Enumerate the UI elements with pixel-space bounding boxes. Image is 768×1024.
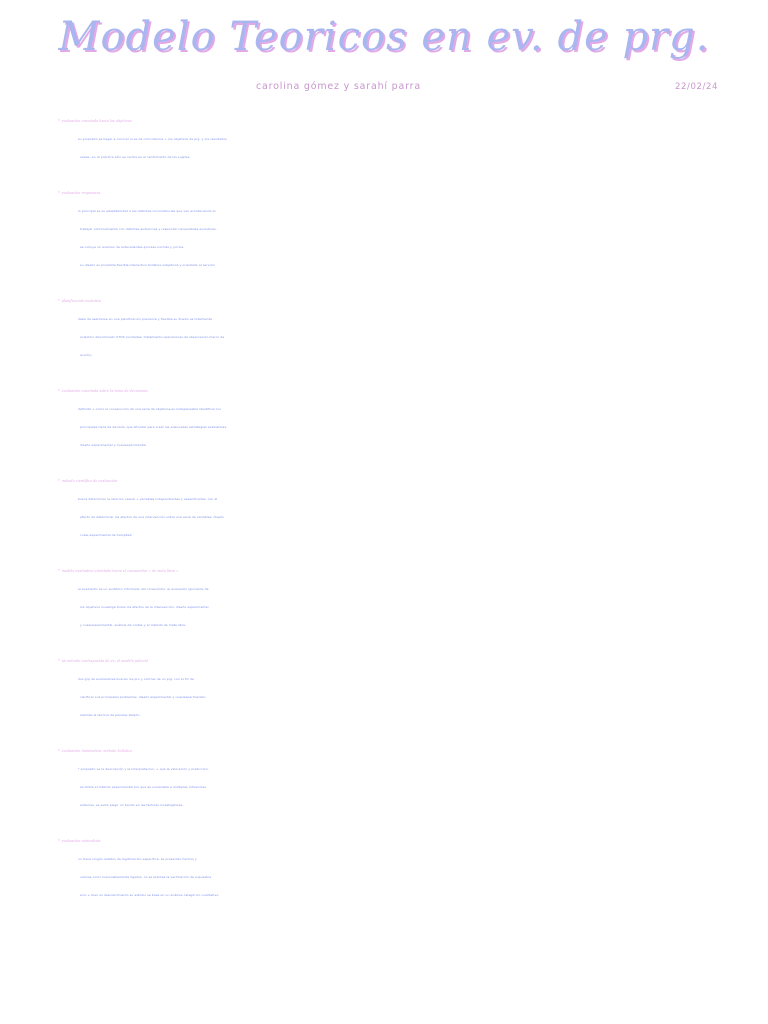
bullet-icon: *	[58, 119, 60, 123]
body-text-line: su propósito es llegar a conocer si se da coincidencia ÷ los objetivos de prg. y los resultados	[78, 137, 227, 141]
body-text-line: clarificar sus principales problemas. diseño experimental y cuasiexperimental,	[80, 695, 206, 699]
bullet-icon: *	[58, 191, 60, 195]
section-heading	[58, 292, 768, 310]
authors-line: carolina gómez y sarahí parra	[256, 81, 421, 92]
body-text-line: lo principal es su adaptabilidad a las distintas circunstancias que van aconteciendo al	[78, 209, 216, 213]
body-text-line: no tiene ningún estatus de legitimación específica. se presentan hechos y	[78, 857, 197, 861]
section	[58, 652, 768, 724]
bullet-icon: *	[58, 389, 60, 393]
body-text-line: reales. en la práctica sólo se centra en el rendimiento de los sujetos.	[80, 155, 191, 159]
section-heading	[58, 184, 768, 202]
body-text-line: y cuasiexperimental, análisis de costes y el método de meta libre.	[80, 623, 187, 627]
bullet-icon: *	[58, 299, 60, 303]
body-text-line: debe de asentarse en una planificación previsora y flexible.su diseño es totalmente	[78, 317, 213, 321]
section	[58, 292, 768, 364]
body-text-line: el evaluador es un sustituto informado del consumidor. el evaluador ignorante de	[78, 587, 209, 591]
section-heading	[58, 562, 768, 580]
section	[58, 742, 768, 814]
body-text-line: busca determinar la relación casual ÷ variables independientes y especificadas, con el	[78, 497, 218, 501]
section-heading-text: modelo evaluativo orientado hacia el consumidor « de meta libre »	[61, 569, 179, 573]
bullet-icon: *	[58, 479, 60, 483]
section	[58, 832, 768, 904]
body-text-line: principales tipos de decisión que afrontar para crear las adecuadas estrategias evaluativas.	[80, 425, 228, 429]
body-text-line: valores como inexorablemente ligados. no se plantea la verificación de supuestos	[80, 875, 212, 879]
body-text-line: * propósito es la descripción y la interpretación, + que la valoración y predicción.	[78, 767, 209, 771]
section-heading	[58, 112, 768, 130]
body-text-line: además la técnica de paneles Delphi..	[80, 713, 141, 717]
body-text-line: cuasi-experimental de Campbell.	[80, 533, 133, 537]
section-heading-text: método científico de evaluación	[61, 479, 118, 483]
body-text-line: su diseño es pluralista,flexible,interactivo,holístico,subjetivos y orientado al servicio	[80, 263, 216, 267]
body-text-line: dos grp de evaluadores buscan los pro y contras de un prg. con el fin de	[78, 677, 194, 681]
body-text-line: definida + como la consecución de una serie de objetivos,es indispensable identificar los	[78, 407, 221, 411]
section-heading-text: evaluación orientada hacia los objetivos	[61, 119, 132, 123]
body-text-line: acción).	[80, 353, 93, 357]
section-heading	[58, 382, 768, 400]
body-text-line: trabajar continuamente con distintas audiencias y responder necesidades evolutivas.	[80, 227, 217, 231]
bullet-icon: *	[58, 749, 60, 753]
section	[58, 184, 768, 274]
section-heading-text: evaluación naturalista	[61, 839, 101, 843]
section	[58, 382, 768, 454]
sections-list	[58, 112, 768, 922]
section	[58, 562, 768, 634]
date-label: 22/02/24	[675, 82, 718, 92]
body-text-line: se limita el método experimental por que es vulnerable a múltiples influencias	[80, 785, 206, 789]
bullet-icon: *	[58, 839, 60, 843]
section-heading-text: evaluación responsiva	[61, 191, 101, 195]
body-text-line: sino + bien su descubrimiento su estudio se basa en un análisis categórico cualitativo.	[80, 893, 220, 897]
body-text-line: externas. se evita elegir un bando en las tácticas investigativas.	[80, 803, 184, 807]
page-title: Modelo Teoricos en ev. de prg.	[58, 14, 710, 60]
body-text-line: se incluye un examen de antecedentes,proceso,normas y juicios.	[80, 245, 185, 249]
body-text-line: ecléctico denominado UTOS (unidades, tratamiento,operaciones de observación,marco de	[80, 335, 225, 339]
section-heading-text: evaluación iluminativa; método holístico	[61, 749, 133, 753]
section-heading	[58, 652, 768, 670]
section-heading-text: un método contrapuesto de ev; el modelo judicial	[61, 659, 148, 663]
bullet-icon: *	[58, 659, 60, 663]
body-text-line: los objetivos investiga todos los efectos de la intervención. diseño experimental	[80, 605, 209, 609]
section-heading	[58, 472, 768, 490]
bullet-icon: *	[58, 569, 60, 573]
section-heading	[58, 742, 768, 760]
section	[58, 472, 768, 544]
section-heading-text: planificación evolutiva	[61, 299, 102, 303]
section	[58, 112, 768, 166]
section-heading	[58, 832, 768, 850]
body-text-line: efecto de determinar los efectos de una intervención sobre una serie de variables. diseño	[80, 515, 224, 519]
body-text-line: diseño experimental y cuasiexperimental	[80, 443, 147, 447]
section-heading-text: evaluación orientada sobre la toma de decisiones	[61, 389, 148, 393]
